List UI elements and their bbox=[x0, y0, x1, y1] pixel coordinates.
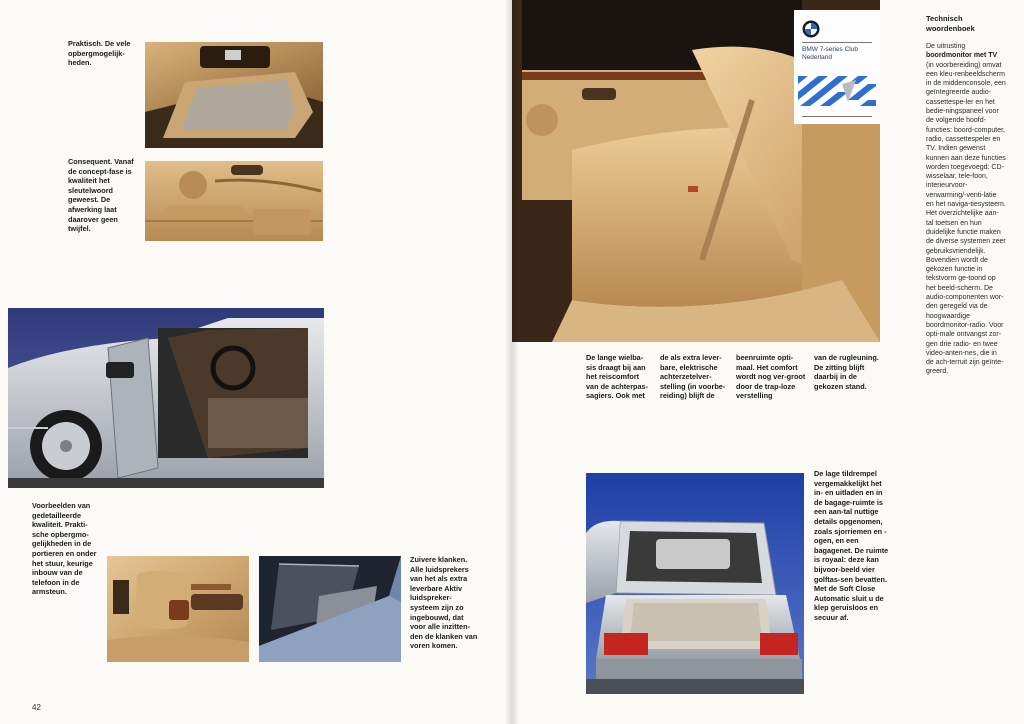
sidebar-technical-glossary bbox=[912, 0, 1024, 724]
sidebar-term: boordmonitor met TV bbox=[926, 52, 998, 60]
caption-quality: Consequent. Vanaf de concept-fase is kwaliteit het sleutelwoord geweest. De afwerking laat daarover geen twijfel. bbox=[68, 157, 134, 234]
page-gutter bbox=[505, 0, 519, 724]
caption-details: Voorbeelden van gedetailleerde kwaliteit. Prakti-sche opbergmo-gelijkheden in de portieren en onder het stuur, keurige inbouw van de telefoon in de armsteun. bbox=[32, 501, 97, 597]
club-logo bbox=[794, 10, 880, 124]
sidebar-body: De uitrusting boordmonitor met TV (in voorbereiding) omvat een kleu-renbeeldscherm in de middenconsole, een geïntegreerde audio-cassettespe-ler en het bedie-ningspaneel voor de volgende hoofd-functies: boord-computer, radio, cassettespeler en TV. Indien gewenst kunnen aan deze functies worden toegevoegd: CD-wisselaar, tele-foon, interieurvoor-verwarming/-venti-latie en het naviga-tiesysteem. Het overzichtelijke aan-tal toetsen en hun duidelijke functie maken de diverse systemen zeer gebruiksvriendelijk. Bovendien wordt de gekozen functie in tekstvorm ge-toond op het beeld-scherm. De audio-componenten wor-den geregeld via de hoogwaardige boordmonitor-radio. Voor opti-male ontvangst zor-gen drie radio- en twee video-anten-nes, die in de ach-terruit zijn geïnte-greerd. bbox=[926, 43, 1006, 376]
photo-door-panel bbox=[145, 161, 323, 241]
caption-col-2: de als extra lever-bare, elektrische achterzetelver-stelling (in voorbe-reiding) blijft de bbox=[660, 353, 726, 401]
caption-col-4: van de rugleuning. De zitting blijft daarbij in de gekozen stand. bbox=[814, 353, 879, 391]
page-number-left: 42 bbox=[32, 703, 41, 712]
photo-speaker bbox=[259, 556, 401, 662]
sidebar-heading: Technisch woordenboek bbox=[926, 14, 975, 33]
caption-trunk: De lage tildrempel vergemakkelijkt het in- en uitladen en in de bagage-ruimte is een aan-tal nuttige details opgenomen, zoals sjorriemen en -ogen, en een bagagenet. De ruimte is royaal: deze kan bijvoor-beeld vier golftas-sen bevatten. Met de Soft Close Automatic sluit u de klep geruisloos en secuur af. bbox=[814, 469, 889, 622]
bavarian-flag-icon bbox=[798, 76, 876, 106]
photo-armrest-phone bbox=[107, 556, 249, 662]
photo-glovebox bbox=[145, 42, 323, 148]
caption-sound: Zuivere klanken. Alle luidsprekers van het als extra leverbare Aktiv luidspreker-systeem zijn zo ingebouwd, dat voor alle inzitten-den de klanken van voren komen. bbox=[410, 555, 478, 651]
photo-car-open-door bbox=[8, 308, 324, 488]
photo-trunk bbox=[586, 473, 804, 694]
caption-storage: Praktisch. De vele opbergmogelijk-heden. bbox=[68, 39, 131, 68]
caption-col-1: De lange wielba-sis draagt bij aan het reiscomfort van de achterpas-sagiers. Ook met bbox=[586, 353, 649, 401]
bmw-roundel-icon bbox=[802, 20, 820, 38]
club-name: BMW 7-series Club Nederland bbox=[802, 46, 858, 61]
caption-col-3: beenruimte opti-maal. Het comfort wordt nog ver-groot door de trap-loze verstelling bbox=[736, 353, 806, 401]
